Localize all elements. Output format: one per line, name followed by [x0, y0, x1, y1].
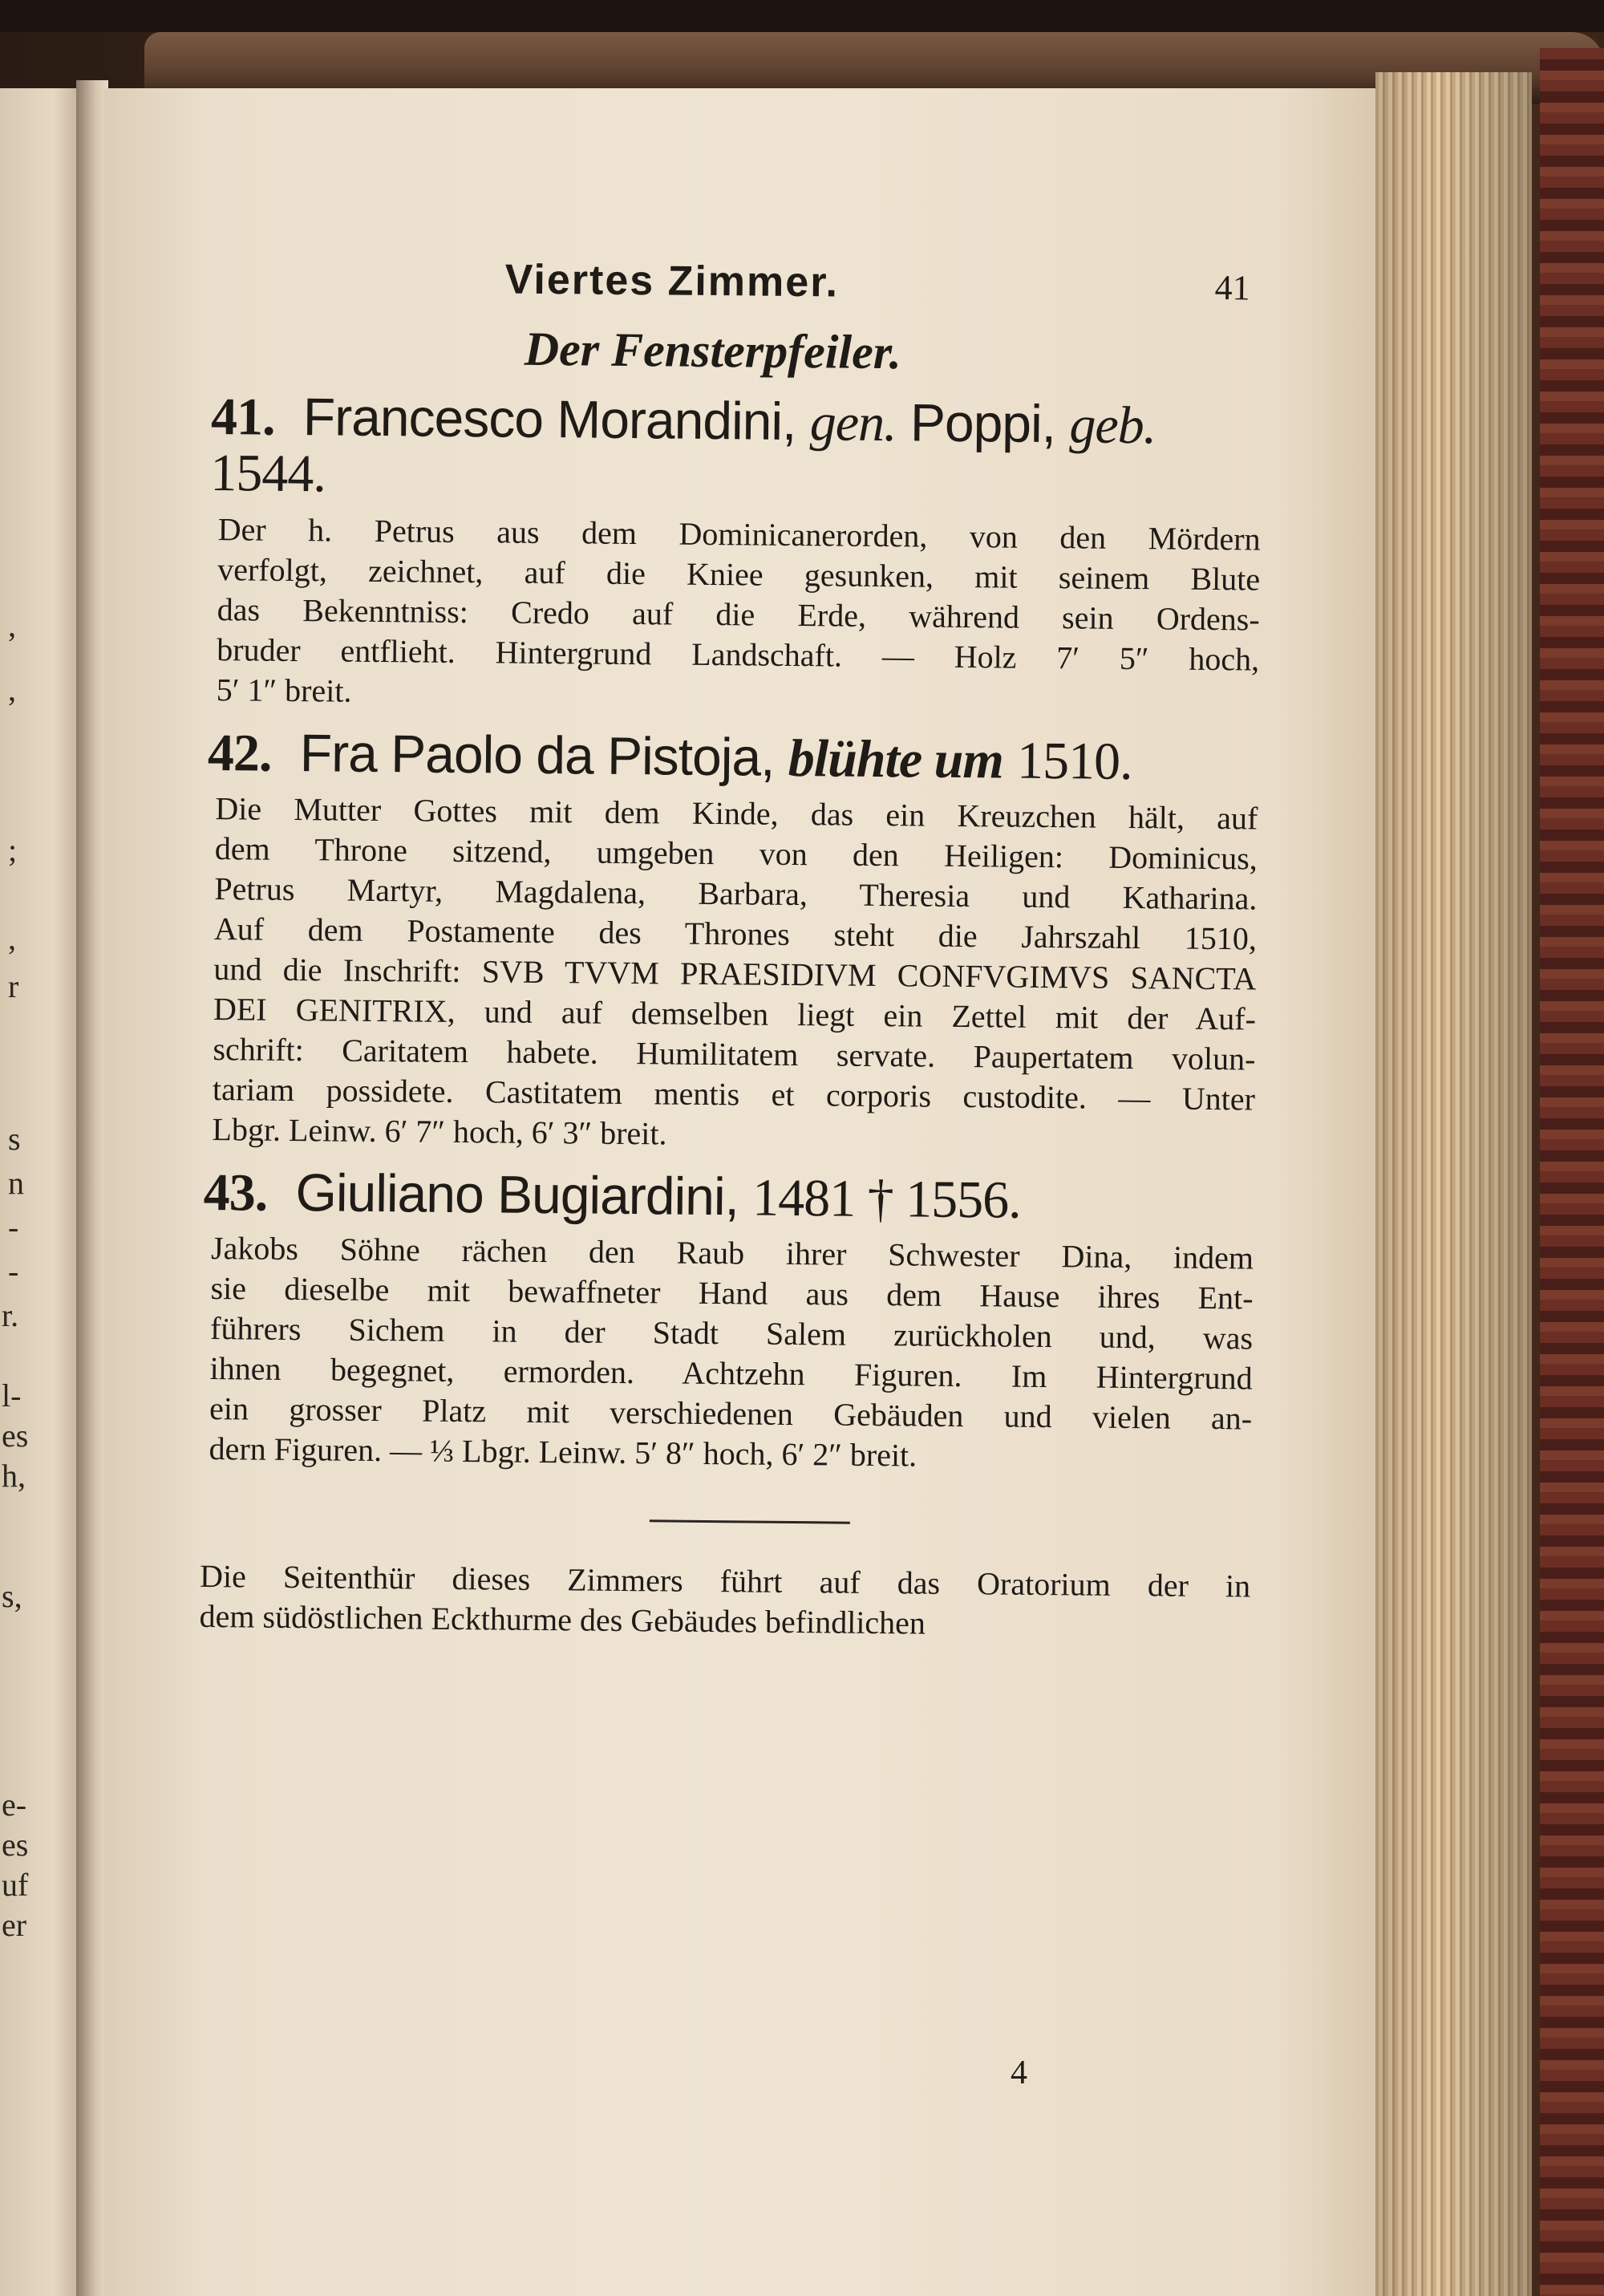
artist-epithet: blühte um — [788, 728, 1004, 790]
page-content — [199, 253, 1263, 1647]
description-line: dern Figuren. — ⅓ Lbgr. Leinw. 5′ 8″ hoch, 6′ 2″ breit. — [209, 1430, 917, 1474]
artist-name: Giuliano Bugiardini, — [295, 1162, 739, 1227]
running-head-title: Viertes Zimmer. — [504, 256, 840, 306]
left-page-fragment: , — [8, 920, 16, 956]
entry-number: 42. — [207, 723, 272, 783]
description-line: ihnen begegnet, ermorden. Achtzehn Figuren. Im Hintergrund — [209, 1350, 1253, 1397]
artist-dates: 1510. — [1016, 731, 1132, 791]
page-stack-shadow — [1375, 72, 1532, 2296]
running-head — [212, 253, 1263, 327]
entry-number: 43. — [203, 1162, 268, 1223]
entry-heading — [208, 724, 1259, 791]
left-page-fragment: ; — [8, 832, 18, 868]
description-line: 5′ 1″ breit. — [216, 671, 352, 709]
description-line: Petrus Martyr, Magdalena, Barbara, Theresia und Katharina. — [214, 870, 1258, 917]
description-line: Lbgr. Leinw. 6′ 7″ hoch, 6′ 3″ breit. — [212, 1110, 667, 1152]
right-page — [104, 88, 1379, 2296]
description-line: Die Mutter Gottes mit dem Kinde, das ein Kreuzchen hält, auf — [215, 789, 1258, 837]
artist-alias: Poppi, — [909, 392, 1056, 454]
description-line: Jakobs Söhne rächen den Raub ihrer Schwester Dina, indem — [210, 1230, 1254, 1276]
left-page-fragment: uf — [2, 1867, 29, 1903]
left-page-fragment: e- — [2, 1787, 27, 1823]
left-page-fragment: r — [8, 968, 19, 1004]
artist-dates: 1544. — [210, 444, 326, 504]
left-page-fragment: es — [2, 1418, 29, 1454]
description-line: verfolgt, zeichnet, auf die Kniee gesunken, mit seinem Blute — [217, 550, 1261, 598]
description-line: führers Sichem in der Stadt Salem zurückholen und, was — [209, 1310, 1254, 1357]
entry-heading — [203, 1164, 1254, 1231]
left-page-edge — [0, 88, 76, 2296]
description-line: schrift: Caritatem habete. Humilitatem servate. Paupertatem volun- — [213, 1030, 1256, 1077]
footnote-line: Die Seitenthür dieses Zimmers führt auf das Oratorium der in — [199, 1558, 1251, 1604]
artist-name: Fra Paolo da Pistoja, — [299, 722, 775, 787]
signature-mark: 4 — [1011, 2055, 1027, 2091]
entry-heading — [210, 388, 1262, 511]
description-line: dem Throne sitzend, umgeben von den Heiligen: Dominicus, — [214, 830, 1258, 877]
footnote — [199, 1556, 1250, 1647]
artist-epithet: gen. — [809, 393, 897, 453]
left-page-fragment: - — [8, 1209, 19, 1245]
description-line: das Bekenntniss: Credo auf die Erde, während sein Ordens- — [217, 590, 1260, 638]
left-page-fragment: er — [2, 1907, 27, 1943]
description-line: Auf dem Postamente des Thrones steht die Jahrszahl 1510, — [213, 910, 1258, 957]
entry-description — [212, 789, 1258, 1159]
footnote-line: dem südöstlichen Eckthurme des Gebäudes befindlichen — [199, 1598, 926, 1641]
left-page-fragment: es — [2, 1827, 29, 1863]
left-page-fragment: n — [8, 1165, 24, 1201]
description-line: Der h. Petrus aus dem Dominicanerorden, von den Mördern — [217, 510, 1261, 558]
left-page-fragment: , — [8, 671, 16, 708]
page-gutter — [76, 80, 108, 2296]
catalogue-entries — [200, 388, 1262, 1479]
page-number: 41 — [1214, 267, 1250, 308]
entry-number: 41. — [210, 387, 275, 447]
left-page-fragment: s, — [2, 1578, 22, 1614]
left-page-fragment: l- — [2, 1377, 22, 1414]
description-line: und die Inschrift: SVB TVVM PRAESIDIVM CONFVGIMVS SANCTA — [213, 950, 1257, 997]
description-line: bruder entflieht. Hintergrund Landschaft. — Holz 7′ 5″ hoch, — [217, 631, 1260, 678]
artist-dates: 1481 † 1556. — [751, 1168, 1022, 1230]
entry-description — [209, 1228, 1254, 1479]
section-title: Der Fensterpfeiler. — [524, 322, 902, 379]
description-line: tariam possidete. Castitatem mentis et corporis custodite. — Unter — [212, 1070, 1256, 1118]
artist-name: Francesco Morandini, — [302, 387, 796, 451]
section-divider — [650, 1519, 850, 1523]
left-page-fragment: , — [8, 607, 16, 643]
left-page-fragment: r. — [2, 1297, 19, 1333]
description-line: ein grosser Platz mit verschiedenen Gebäuden und vielen an- — [209, 1390, 1253, 1437]
entry-description — [217, 509, 1261, 720]
left-page-fragment: h, — [2, 1458, 26, 1494]
description-line: DEI GENITRIX, und auf demselben liegt ein Zettel mit der Auf- — [213, 990, 1257, 1037]
book-cover-spine-edge — [1540, 48, 1604, 2296]
dates-prefix: geb. — [1069, 396, 1156, 456]
left-page-fragment: - — [8, 1253, 19, 1289]
description-line: sie dieselbe mit bewaffneter Hand aus dem Hause ihres Ent- — [210, 1270, 1254, 1316]
left-page-fragment: s — [8, 1121, 21, 1157]
